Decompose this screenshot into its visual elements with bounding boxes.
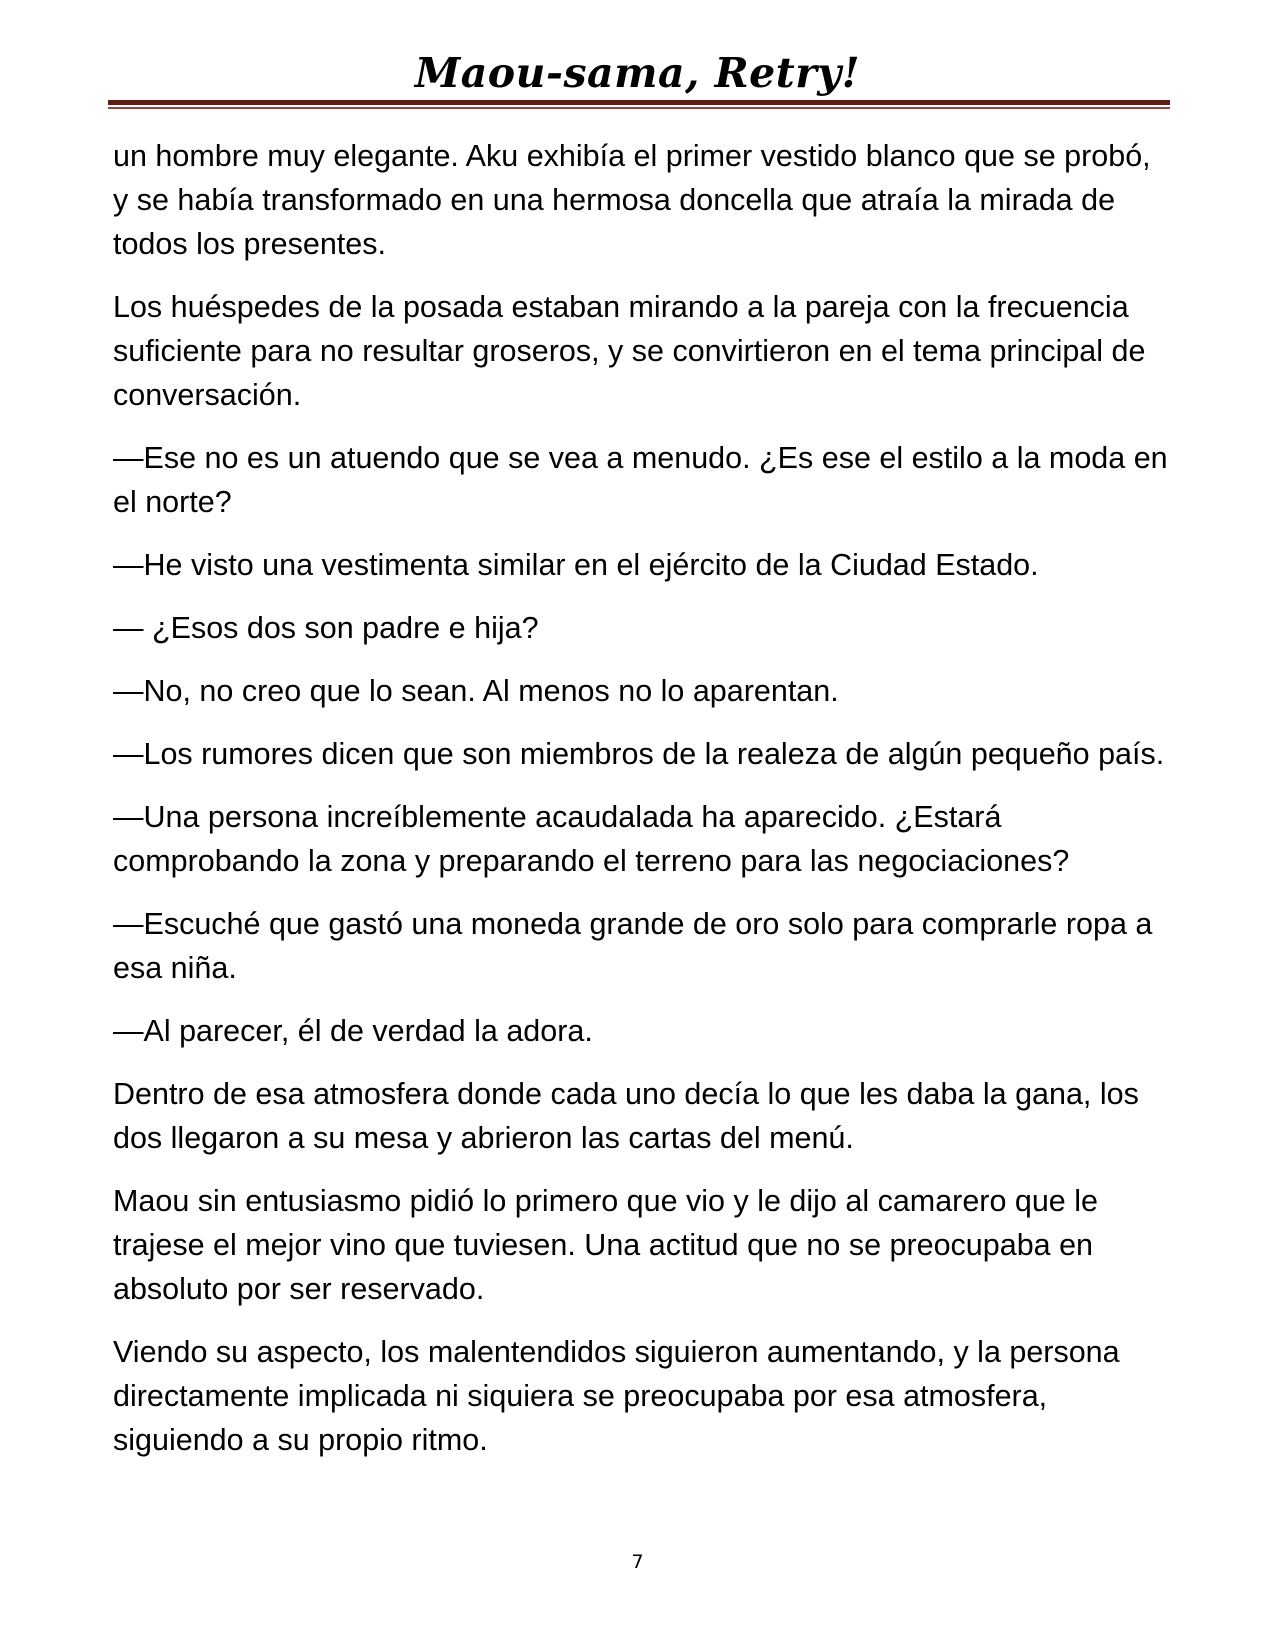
paragraph: —Escuché que gastó una moneda grande de oro solo para comprarle ropa a esa niña. xyxy=(113,907,1153,985)
paragraph: —Una persona increíblemente acaudalada ha aparecido. ¿Estará comprobando la zona y preparando el terreno para las negociaciones? xyxy=(113,800,1070,878)
paragraph: Dentro de esa atmosfera donde cada uno decía lo que les daba la gana, los dos llegaron a su mesa y abrieron las cartas del menú. xyxy=(113,1077,1139,1155)
paragraph: —No, no creo que lo sean. Al menos no lo aparentan. xyxy=(113,674,839,708)
body-text xyxy=(113,134,1173,1481)
page-number: 7 xyxy=(631,1551,644,1573)
paragraph: —He visto una vestimenta similar en el ejército de la Ciudad Estado. xyxy=(113,548,1039,582)
paragraph: Viendo su aspecto, los malentendidos siguieron aumentando, y la persona directamente implicada ni siquiera se preocupaba por esa atmosfera, siguiendo a su propio ritmo. xyxy=(113,1335,1120,1457)
page-title: Maou-sama, Retry! xyxy=(414,49,861,97)
header-divider xyxy=(108,100,1170,109)
header-divider-thin xyxy=(108,107,1170,109)
paragraph: un hombre muy elegante. Aku exhibía el primer vestido blanco que se probó, y se había transformado en una hermosa doncella que atraía la mirada de todos los presentes. xyxy=(113,139,1151,261)
paragraph: —Al parecer, él de verdad la adora. xyxy=(113,1014,593,1048)
paragraph: —Ese no es un atuendo que se vea a menudo. ¿Es ese el estilo a la moda en el norte? xyxy=(113,441,1168,519)
paragraph: —Los rumores dicen que son miembros de la realeza de algún pequeño país. xyxy=(113,737,1165,771)
paragraph: Maou sin entusiasmo pidió lo primero que vio y le dijo al camarero que le trajese el mejor vino que tuviesen. Una actitud que no se preocupaba en absoluto por ser reservado. xyxy=(113,1184,1098,1306)
paragraph: Los huéspedes de la posada estaban mirando a la pareja con la frecuencia suficiente para no resultar groseros, y se convirtieron en el tema principal de conversación. xyxy=(113,290,1146,412)
page-header xyxy=(0,44,1275,102)
paragraph: — ¿Esos dos son padre e hija? xyxy=(113,611,539,645)
